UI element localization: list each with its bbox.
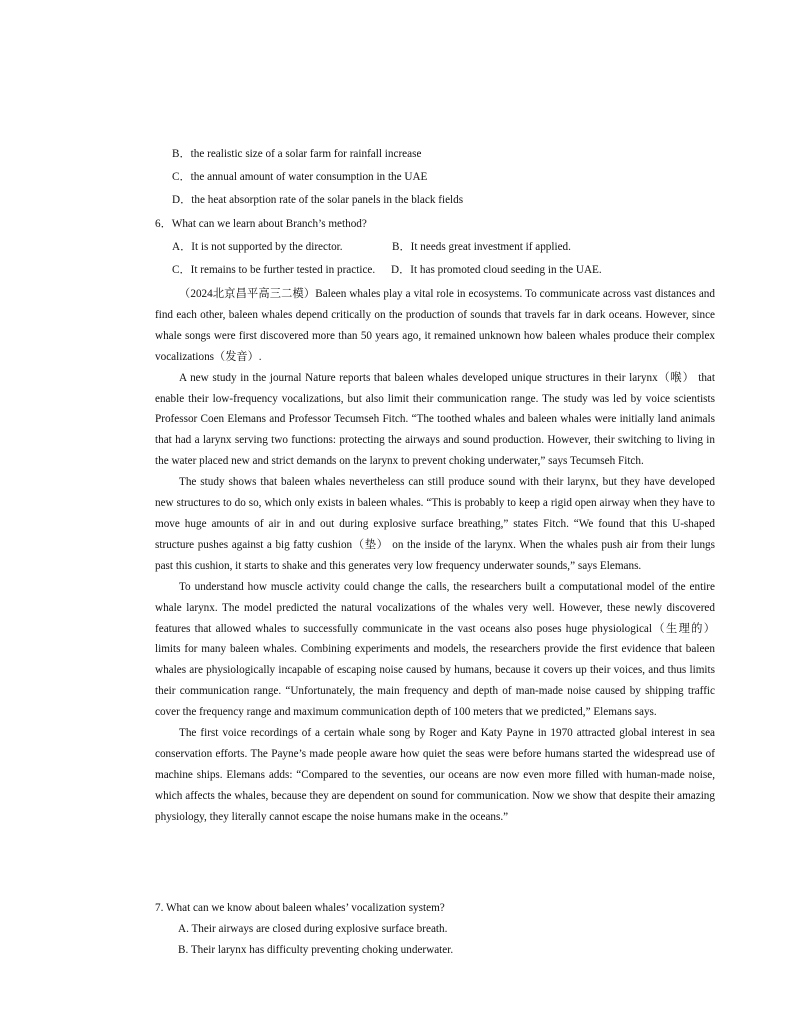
q6-option-d: D．It has promoted cloud seeding in the UAE. (391, 264, 602, 276)
passage-paragraph-5: The first voice recordings of a certain whale song by Roger and Katy Payne in 1970 attracted global interest in sea conservation efforts. The Payne’s made people aware how quiet the seas were before humans started the widespread use of machine ships. Elemans adds: “Compared to the seventies, our oceans are now even more filled with human-made noise, which affects the whales, because they are dependent on sound for communication. Now we show that despite their amazing physiology, they literally cannot escape the noise humans make in the oceans.” (155, 727, 715, 823)
q7-option-b: B. Their larynx has difficulty preventing choking underwater. (178, 944, 454, 956)
q5-option-d: D．the heat absorption rate of the solar panels in the black fields (172, 194, 464, 206)
q5-option-c: C．the annual amount of water consumption in the UAE (172, 171, 428, 183)
passage-paragraph-4: To understand how muscle activity could change the calls, the researchers built a computational model of the entire whale larynx. The model predicted the natural vocalizations of the whales very well. However, these newly discovered features that allowed whales to successfully communicate in the vast oceans also poses huge physiological（生理的） limits for many baleen whales. Combining experiments and models, the researchers provide the first evidence that baleen whales are physiologically incapable of escaping noise caused by humans, because it covers up their voices, and thus limits their communication range. “Unfortunately, the main frequency and depth of man-made noise caused by shipping traffic cover the frequency range and maximum communication depth of 100 meters that we predicted,” Elemans says. (155, 580, 715, 719)
q5-option-b: B．the realistic size of a solar farm for rainfall increase (172, 148, 422, 160)
passage-paragraph-1: （2024北京昌平高三二模）Baleen whales play a vital role in ecosystems. To communicate across vast distances and find each other, baleen whales depend critically on the production of sounds that travels far in dark oceans. However, since whale songs were first discovered more than 50 years ago, it remained unknown how baleen whales produce their complex vocalizations（发音）. (155, 288, 715, 363)
q7-option-a: A. Their airways are closed during explosive surface breath. (178, 923, 448, 935)
q6-stem: 6．What can we learn about Branch’s method? (155, 218, 367, 230)
q7-stem: 7. What can we know about baleen whales’ vocalization system? (155, 902, 445, 914)
q6-option-c: C．It remains to be further tested in practice. (172, 264, 376, 276)
reading-passage (155, 284, 715, 828)
passage-paragraph-3: The study shows that baleen whales nevertheless can still produce sound with their larynx, but they have developed new structures to do so, which only exists in baleen whales. “This is probably to keep a rigid open airway when they have to move huge amounts of air in and out during explosive surface breathing,” states Fitch. “We found that this U-shaped structure pushes against a big fatty cushion（垫） on the inside of the larynx. When the whales push air from their lungs past this cushion, it starts to shake and this generates very low frequency underwater sounds,” says Elemans. (155, 476, 715, 572)
q6-option-b: B．It needs great investment if applied. (392, 241, 571, 253)
q6-option-a: A．It is not supported by the director. (172, 241, 343, 253)
passage-paragraph-2: A new study in the journal Nature reports that baleen whales developed unique structures in their larynx（喉） that enable their low-frequency vocalizations, but also limit their communication range. The study was led by voice scientists Professor Coen Elemans and Professor Tecumseh Fitch. “The toothed whales and baleen whales were initially land animals that had a larynx serving two functions: protecting the airways and sound production. However, their switching to living in the water placed new and strict demands on the larynx to prevent choking underwater,” says Tecumseh Fitch. (155, 371, 715, 468)
